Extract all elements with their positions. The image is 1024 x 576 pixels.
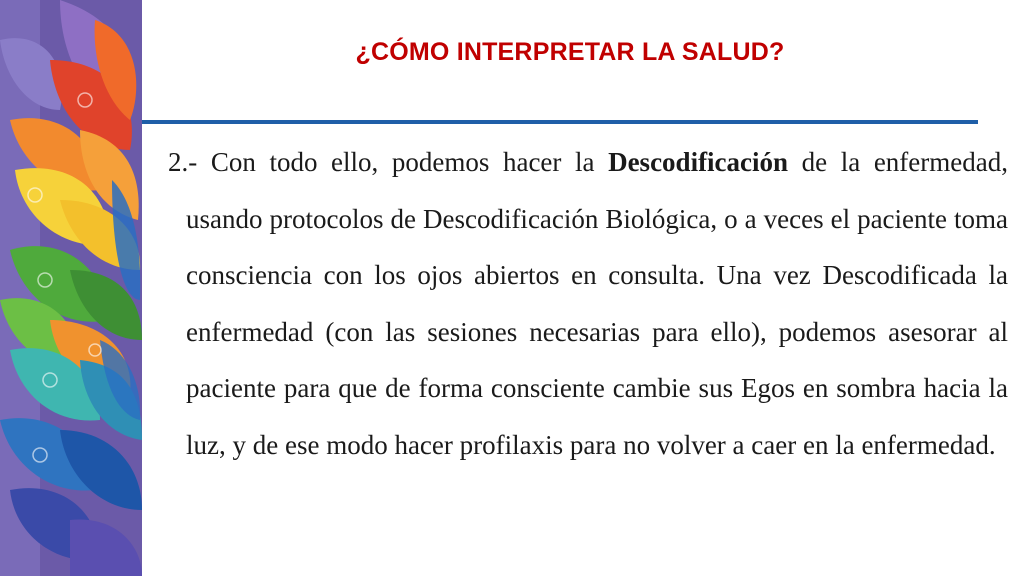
body-paragraph [168, 134, 1008, 473]
title-divider [142, 120, 978, 124]
paragraph-bold-term: Descodificación [608, 147, 789, 177]
paragraph-suffix: de la enfermedad, usando protocolos de Descodificación Biológica, o a veces el paciente toma consciencia con los ojos abiertos en consulta. Una vez Descodificada la enfermedad (con las sesiones necesarias para ello), podemos asesorar al paciente para que de forma consciente cambie sus Egos en sombra hacia la luz, y de ese modo hacer profilaxis para no volver a caer en la enfermedad. [186, 147, 1008, 460]
chakra-flower-artwork [0, 0, 142, 576]
slide-title: ¿CÓMO INTERPRETAR LA SALUD? [355, 38, 785, 66]
paragraph-prefix: 2.- Con todo ello, podemos hacer la [168, 147, 609, 177]
